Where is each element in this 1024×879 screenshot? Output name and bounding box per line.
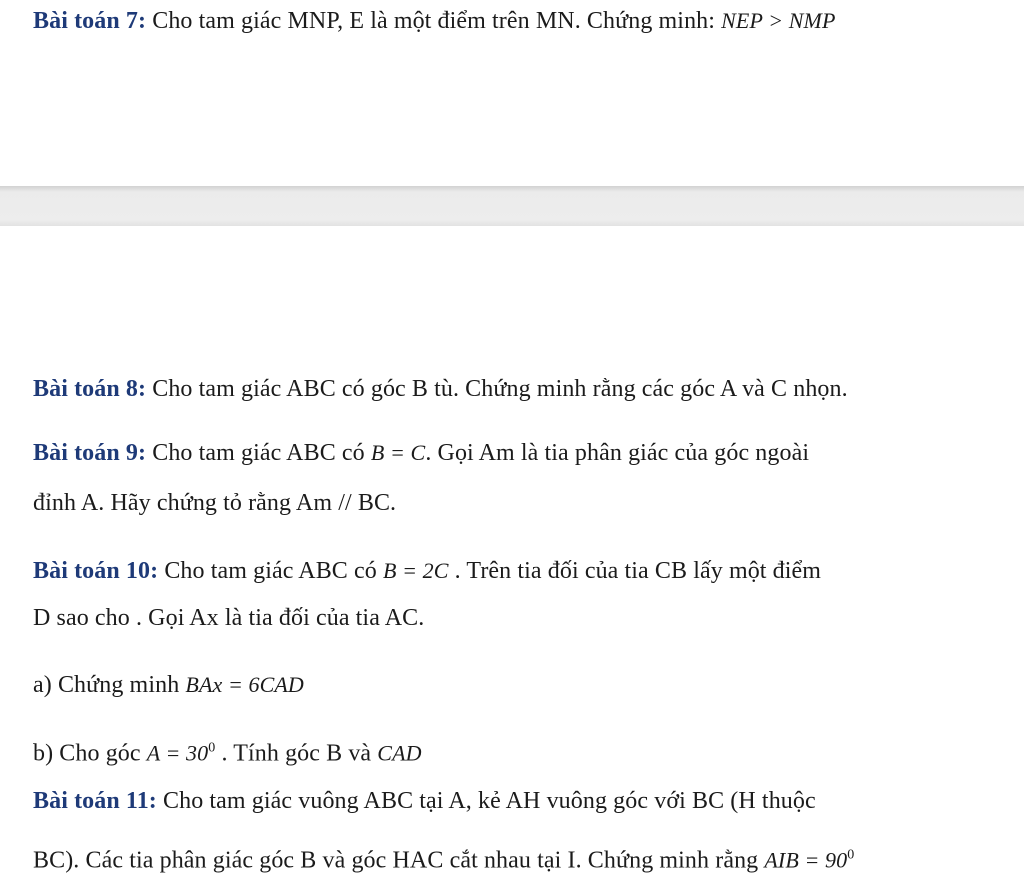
problem-11-sup: 0 [847, 848, 855, 863]
problem-9-math: B = C [370, 440, 426, 465]
problem-8-text: Cho tam giác ABC có góc B tù. Chứng minh rằng các góc A và C nhọn. [146, 376, 848, 402]
problem-8-label: Bài toán 8: [33, 376, 147, 402]
problem-9-line-1 [33, 438, 809, 468]
problem-10-part-b-sup: 0 [208, 741, 216, 756]
problem-7-label: Bài toán 7: [33, 8, 147, 34]
problem-10-line-2 [33, 603, 424, 633]
problem-11-line-2 [33, 841, 854, 875]
problem-7-math: NEP > NMP [721, 8, 836, 33]
problem-11-line-1 [33, 786, 816, 816]
problem-10-part-b [33, 734, 422, 768]
problem-11-line-2-text: BC). Các tia phân giác góc B và góc HAC cắt nhau tại I. Chứng minh rằng [33, 847, 765, 874]
problem-8 [33, 374, 848, 404]
problem-7 [33, 6, 836, 36]
problem-10-part-b-text-1: b) Cho góc [33, 740, 147, 767]
problem-10-part-a [33, 670, 304, 700]
page-bottom [0, 226, 1024, 879]
problem-10-part-a-text: a) Chứng minh [33, 672, 186, 698]
problem-10-math: B = 2C [382, 558, 449, 583]
problem-10-line-1 [33, 556, 821, 586]
problem-11-label: Bài toán 11: [33, 788, 157, 814]
problem-10-part-b-text-2: . Tính góc B và [215, 740, 378, 767]
problem-10-part-a-math: BAx = 6CAD [185, 672, 304, 697]
problem-10-part-b-math-1: A = 30 [146, 740, 209, 766]
problem-11-text: Cho tam giác vuông ABC tại A, kẻ AH vuông góc với BC (H thuộc [156, 788, 816, 814]
problem-10-text-1: Cho tam giác ABC có [158, 558, 383, 584]
problem-10-label: Bài toán 10: [33, 558, 159, 584]
problem-9-label: Bài toán 9: [33, 440, 147, 466]
problem-10-text-2: . Trên tia đối của tia CB lấy một điểm [448, 558, 822, 584]
problem-11-math: AIB = 90 [764, 847, 848, 873]
problem-9-line-2 [33, 488, 396, 518]
problem-10-line-2-text: D sao cho . Gọi Ax là tia đối của tia AC. [33, 605, 425, 631]
problem-9-text-1: Cho tam giác ABC có [146, 440, 371, 466]
problem-9-text-2: . Gọi Am là tia phân giác của góc ngoài [425, 440, 810, 466]
problem-9-line-2-text: đỉnh A. Hãy chứng tỏ rằng Am // BC. [33, 490, 397, 516]
page-separator [0, 186, 1024, 226]
problem-7-text: Cho tam giác MNP, E là một điểm trên MN. Chứng minh: [146, 8, 722, 34]
problem-10-part-b-math-2: CAD [377, 740, 422, 766]
